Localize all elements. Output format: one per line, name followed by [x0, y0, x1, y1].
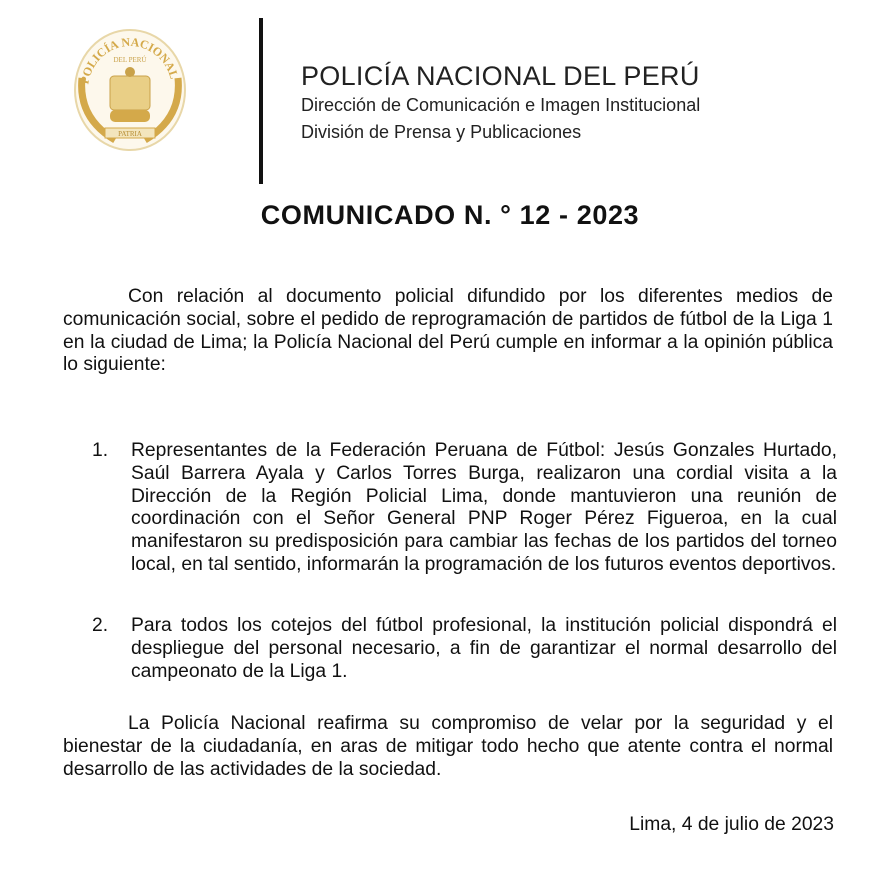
directorate-name: Dirección de Comunicación e Imagen Institucional — [301, 95, 701, 115]
closing-paragraph: La Policía Nacional reafirma su compromiso de velar por la seguridad y el bienestar de la ciudadanía, en aras de mitigar todo hecho que atente contra el normal desarrollo de las actividades de la sociedad. — [63, 713, 833, 780]
svg-text:PATRIA: PATRIA — [118, 130, 142, 138]
list-item — [92, 440, 837, 577]
svg-text:DEL PERÚ: DEL PERÚ — [113, 56, 147, 64]
list-text: Para todos los cotejos del fútbol profesional, la institución policial dispondrá el despliegue del personal necesario, a fin de garantizar el normal desarrollo del campeonato de la Liga 1. — [131, 615, 837, 682]
header-divider — [259, 18, 263, 184]
list-number: 1. — [92, 440, 109, 461]
letterhead — [301, 60, 700, 146]
document-date: Lima, 4 de julio de 2023 — [629, 814, 834, 835]
intro-paragraph: Con relación al documento policial difundido por los diferentes medios de comunicación social, sobre el pedido de reprogramación de partidos de fútbol de la Liga 1 en la ciudad de Lima; la Policía Nacional del Perú cumple en informar a la opinión pública lo siguiente: — [63, 286, 833, 376]
list-item — [92, 615, 837, 683]
list-text: Representantes de la Federación Peruana de Fútbol: Jesús Gonzales Hurtado, Saúl Barrera Ayala y Carlos Torres Burga, realizaron una cordial visita a la Dirección de la Región Policial Lima, donde mantuvieron una reunión de coordinación con el Señor General PNP Roger Pérez Figueroa, en la cual manifestaron su predisposición para cambiar las fechas de los partidos del torneo local, en tal sentido, informarán la programación de los futuros eventos deportivos. — [131, 440, 837, 575]
document-title: COMUNICADO N. ° 12 - 2023 — [260, 200, 640, 230]
institution-name: POLICÍA NACIONAL DEL PERÚ — [301, 61, 700, 91]
svg-text:POLICÍA NACIONAL: POLICÍA NACIONAL — [77, 34, 182, 86]
division-name: División de Prensa y Publicaciones — [301, 122, 582, 142]
pnp-seal-logo — [70, 28, 190, 153]
list-number: 2. — [92, 615, 109, 636]
